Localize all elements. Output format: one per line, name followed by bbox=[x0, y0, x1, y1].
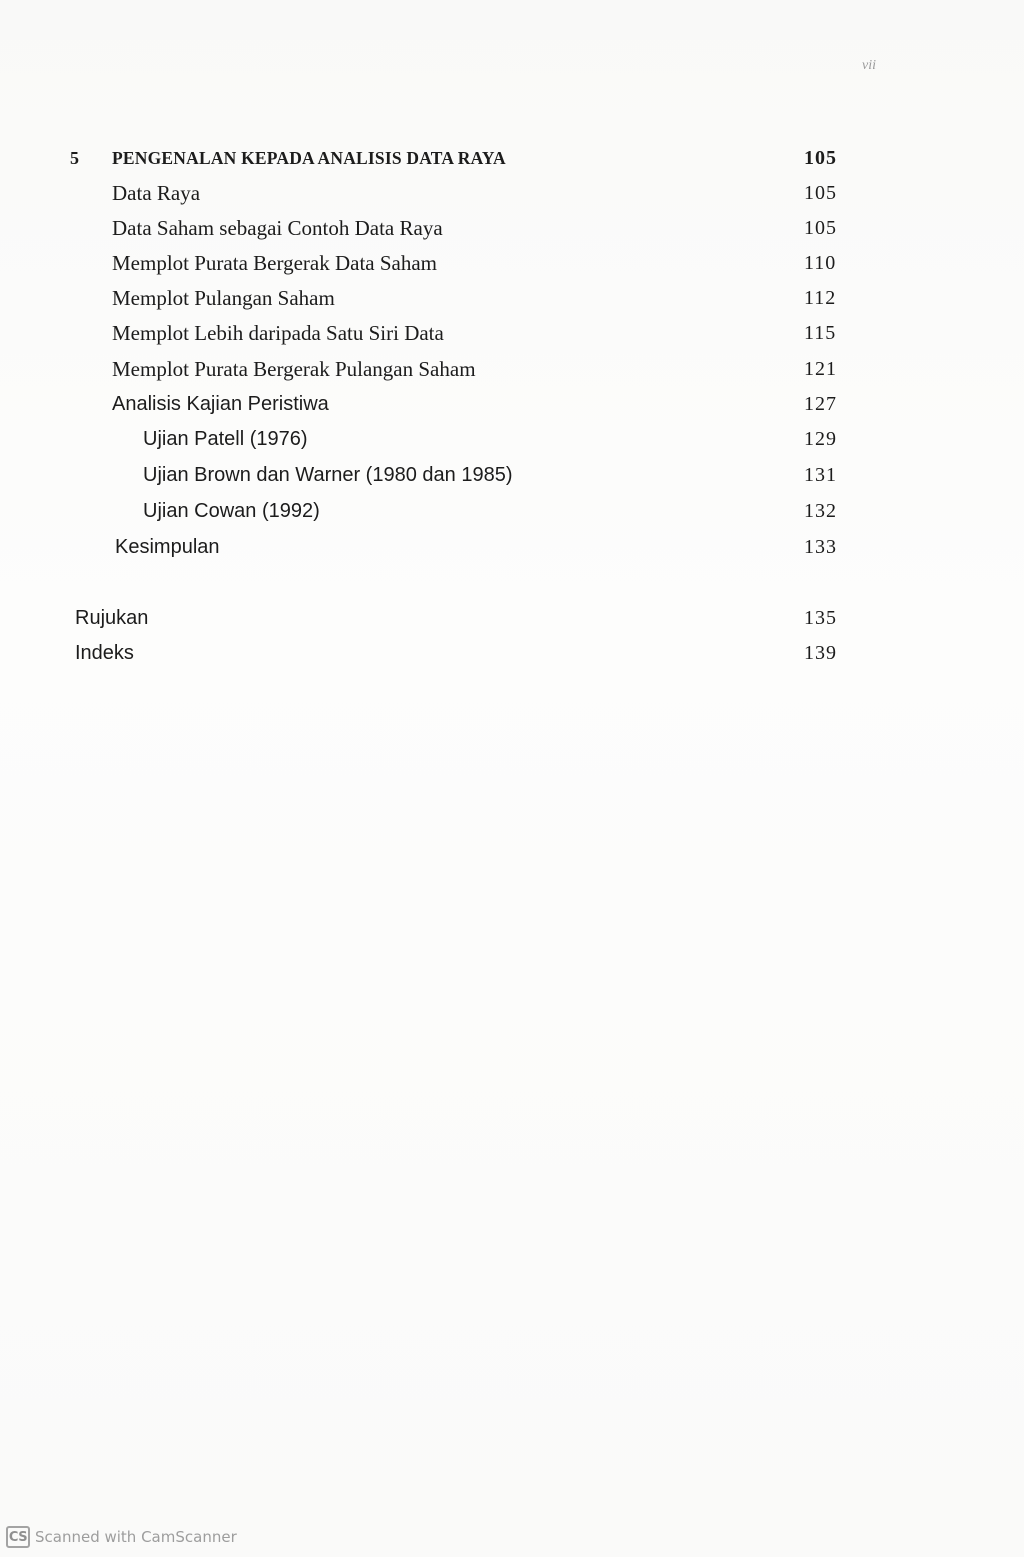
toc-subentry-page: 131 bbox=[804, 464, 837, 486]
toc-entry bbox=[0, 248, 1024, 278]
toc-entry-page: 115 bbox=[804, 322, 837, 344]
toc-entry-page: 133 bbox=[804, 536, 837, 558]
toc-subentry bbox=[0, 496, 1024, 526]
toc-entry-title: Memplot Purata Bergerak Pulangan Saham bbox=[112, 357, 476, 381]
toc-entry bbox=[0, 213, 1024, 243]
toc-entry bbox=[0, 283, 1024, 313]
scanner-watermark bbox=[6, 1524, 237, 1550]
toc-entry bbox=[0, 318, 1024, 348]
toc-entry-page: 112 bbox=[804, 287, 837, 309]
toc-entry-page: 127 bbox=[804, 393, 837, 415]
camscanner-logo-icon: CS bbox=[6, 1526, 30, 1548]
toc-entry bbox=[0, 389, 1024, 419]
toc-subentry bbox=[0, 460, 1024, 490]
toc-entry-title: Memplot Purata Bergerak Data Saham bbox=[112, 251, 438, 275]
toc-entry-title: Memplot Pulangan Saham bbox=[112, 286, 335, 310]
toc-back-matter-entry bbox=[0, 603, 1024, 633]
toc-entry-page: 105 bbox=[804, 217, 837, 239]
toc-entry-title: Memplot Lebih daripada Satu Siri Data bbox=[112, 321, 444, 345]
toc-chapter-5 bbox=[0, 143, 1024, 173]
chapter-title: PENGENALAN KEPADA ANALISIS DATA RAYA bbox=[112, 148, 506, 168]
toc-entry bbox=[0, 354, 1024, 384]
toc-subentry-title: Ujian Patell (1976) bbox=[143, 428, 308, 450]
toc-entry bbox=[0, 532, 1024, 562]
toc-back-matter-page: 135 bbox=[804, 607, 837, 629]
toc-back-matter-entry bbox=[0, 638, 1024, 668]
toc-back-matter-title: Indeks bbox=[75, 642, 134, 664]
toc-entry bbox=[0, 178, 1024, 208]
toc-entry-page: 121 bbox=[804, 358, 837, 380]
watermark-text: Scanned with CamScanner bbox=[35, 1528, 237, 1546]
chapter-page: 105 bbox=[804, 147, 837, 169]
toc-entry-title: Analisis Kajian Peristiwa bbox=[112, 393, 329, 415]
toc-subentry-title: Ujian Brown dan Warner (1980 dan 1985) bbox=[143, 464, 513, 486]
toc-entry-page: 110 bbox=[804, 252, 837, 274]
toc-entry-page: 105 bbox=[804, 182, 837, 204]
chapter-number: 5 bbox=[70, 148, 79, 168]
toc-subentry-page: 129 bbox=[804, 428, 837, 450]
toc-entry-title: Kesimpulan bbox=[115, 536, 220, 558]
toc-entry-title: Data Saham sebagai Contoh Data Raya bbox=[112, 216, 443, 240]
toc-subentry-title: Ujian Cowan (1992) bbox=[143, 500, 320, 522]
toc-subentry-page: 132 bbox=[804, 500, 837, 522]
toc-subentry bbox=[0, 424, 1024, 454]
toc-back-matter-title: Rujukan bbox=[75, 607, 149, 629]
page-folio: vii bbox=[862, 58, 876, 73]
toc-back-matter-page: 139 bbox=[804, 642, 837, 664]
toc-entry-title: Data Raya bbox=[112, 181, 201, 205]
